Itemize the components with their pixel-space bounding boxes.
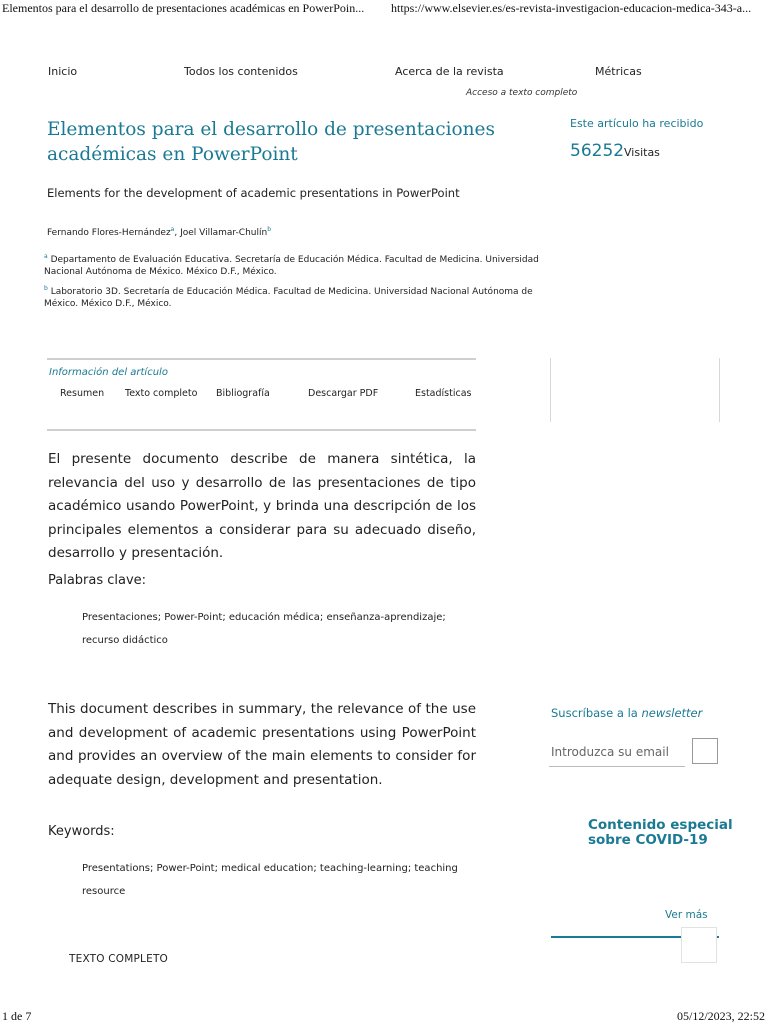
newsletter-heading xyxy=(551,706,702,720)
covid-special-link[interactable] xyxy=(588,818,733,848)
tab-estadisticas[interactable]: Estadísticas xyxy=(415,388,472,399)
abstract-en: This document describes in summary, the relevance of the use and development of academic presentations using PowerPoint and provides an overview of the main elements to consider for adequate design, development and presentation. xyxy=(48,701,476,788)
affiliation-mark: a xyxy=(44,253,48,260)
newsletter-em: newsletter xyxy=(641,706,703,720)
author-name[interactable]: Joel Villamar-Chulín xyxy=(180,228,268,238)
affiliation-text: Laboratorio 3D. Secretaría de Educación Médica. Facultad de Medicina. Universidad Nacional Autónoma de México. México D.F., México. xyxy=(44,287,533,309)
keywords-es-list: Presentaciones; Power-Point; educación médica; enseñanza-aprendizaje; recurso didáctico xyxy=(82,612,446,646)
newsletter-email-input[interactable] xyxy=(549,738,685,767)
keywords-es-label: Palabras clave: xyxy=(48,573,147,588)
nav-metricas[interactable]: Métricas xyxy=(595,65,642,78)
access-note: Acceso a texto completo xyxy=(466,88,578,98)
carousel-handle[interactable] xyxy=(681,927,717,963)
visits-count: 56252 xyxy=(570,141,625,161)
keywords-en-list: Presentations; Power-Point; medical education; teaching-learning; teaching resource xyxy=(82,863,458,897)
print-url: https://www.elsevier.es/es-revista-investigacion-educacion-medica-343-a... xyxy=(391,1,752,15)
covid-line-1: Contenido especial xyxy=(588,817,733,833)
newsletter-submit-button[interactable] xyxy=(692,738,718,764)
nav-inicio[interactable]: Inicio xyxy=(48,65,78,78)
tab-bibliografia[interactable]: Bibliografía xyxy=(216,388,270,399)
sidebar-divider-left xyxy=(550,358,551,422)
author-affiliation-mark[interactable]: b xyxy=(267,226,271,233)
affiliation-a xyxy=(44,251,564,278)
received-label: Este artículo ha recibido xyxy=(570,117,704,130)
tab-resumen[interactable]: Resumen xyxy=(60,388,105,399)
covid-line-2: sobre COVID-19 xyxy=(588,832,708,848)
nav-todos-los-contenidos[interactable]: Todos los contenidos xyxy=(184,65,298,78)
print-page-number: 1 de 7 xyxy=(2,1009,32,1023)
article-subtitle-en: Elements for the development of academic presentations in PowerPoint xyxy=(47,186,460,200)
article-title: Elementos para el desarrollo de presentaciones académicas en PowerPoint xyxy=(47,119,495,165)
author-affiliation-mark[interactable]: a xyxy=(170,226,175,233)
full-text-heading: TEXTO COMPLETO xyxy=(69,953,169,965)
keywords-en-label: Keywords: xyxy=(48,824,115,839)
divider-bottom xyxy=(47,429,476,431)
author-name[interactable]: Fernando Flores-Hernández xyxy=(47,228,171,238)
ver-mas-link[interactable]: Ver más xyxy=(665,909,708,921)
nav-acerca-de-la-revista[interactable]: Acerca de la revista xyxy=(395,65,504,78)
newsletter-prefix: Suscríbase a la xyxy=(551,706,642,720)
tab-descargar-pdf[interactable]: Descargar PDF xyxy=(308,388,379,399)
affiliation-mark: b xyxy=(44,285,48,292)
tab-texto-completo[interactable]: Texto completo xyxy=(125,388,198,399)
affiliation-b xyxy=(44,283,564,310)
sidebar-divider-right xyxy=(719,358,720,422)
print-datetime: 05/12/2023, 22:52 xyxy=(677,1009,766,1023)
author-separator: , xyxy=(174,228,181,238)
divider-top xyxy=(47,358,476,360)
visits-label: Visitas xyxy=(624,146,660,159)
article-info-title: Información del artículo xyxy=(49,367,168,378)
abstract-es: El presente documento describe de manera sintética, la relevancia del uso y desarrollo de las presentaciones de tipo académico usando PowerPoint, y brinda una descripción de los principales elementos a considerar para su adecuado diseño, desarrollo y presentación. xyxy=(48,451,476,561)
affiliation-text: Departamento de Evaluación Educativa. Secretaría de Educación Médica. Facultad de Medicina. Universidad Nacional Autónoma de México. México D.F., México. xyxy=(44,255,539,277)
author-list xyxy=(47,226,271,238)
print-page-title: Elementos para el desarrollo de presentaciones académicas en PowerPoin... xyxy=(2,1,365,15)
